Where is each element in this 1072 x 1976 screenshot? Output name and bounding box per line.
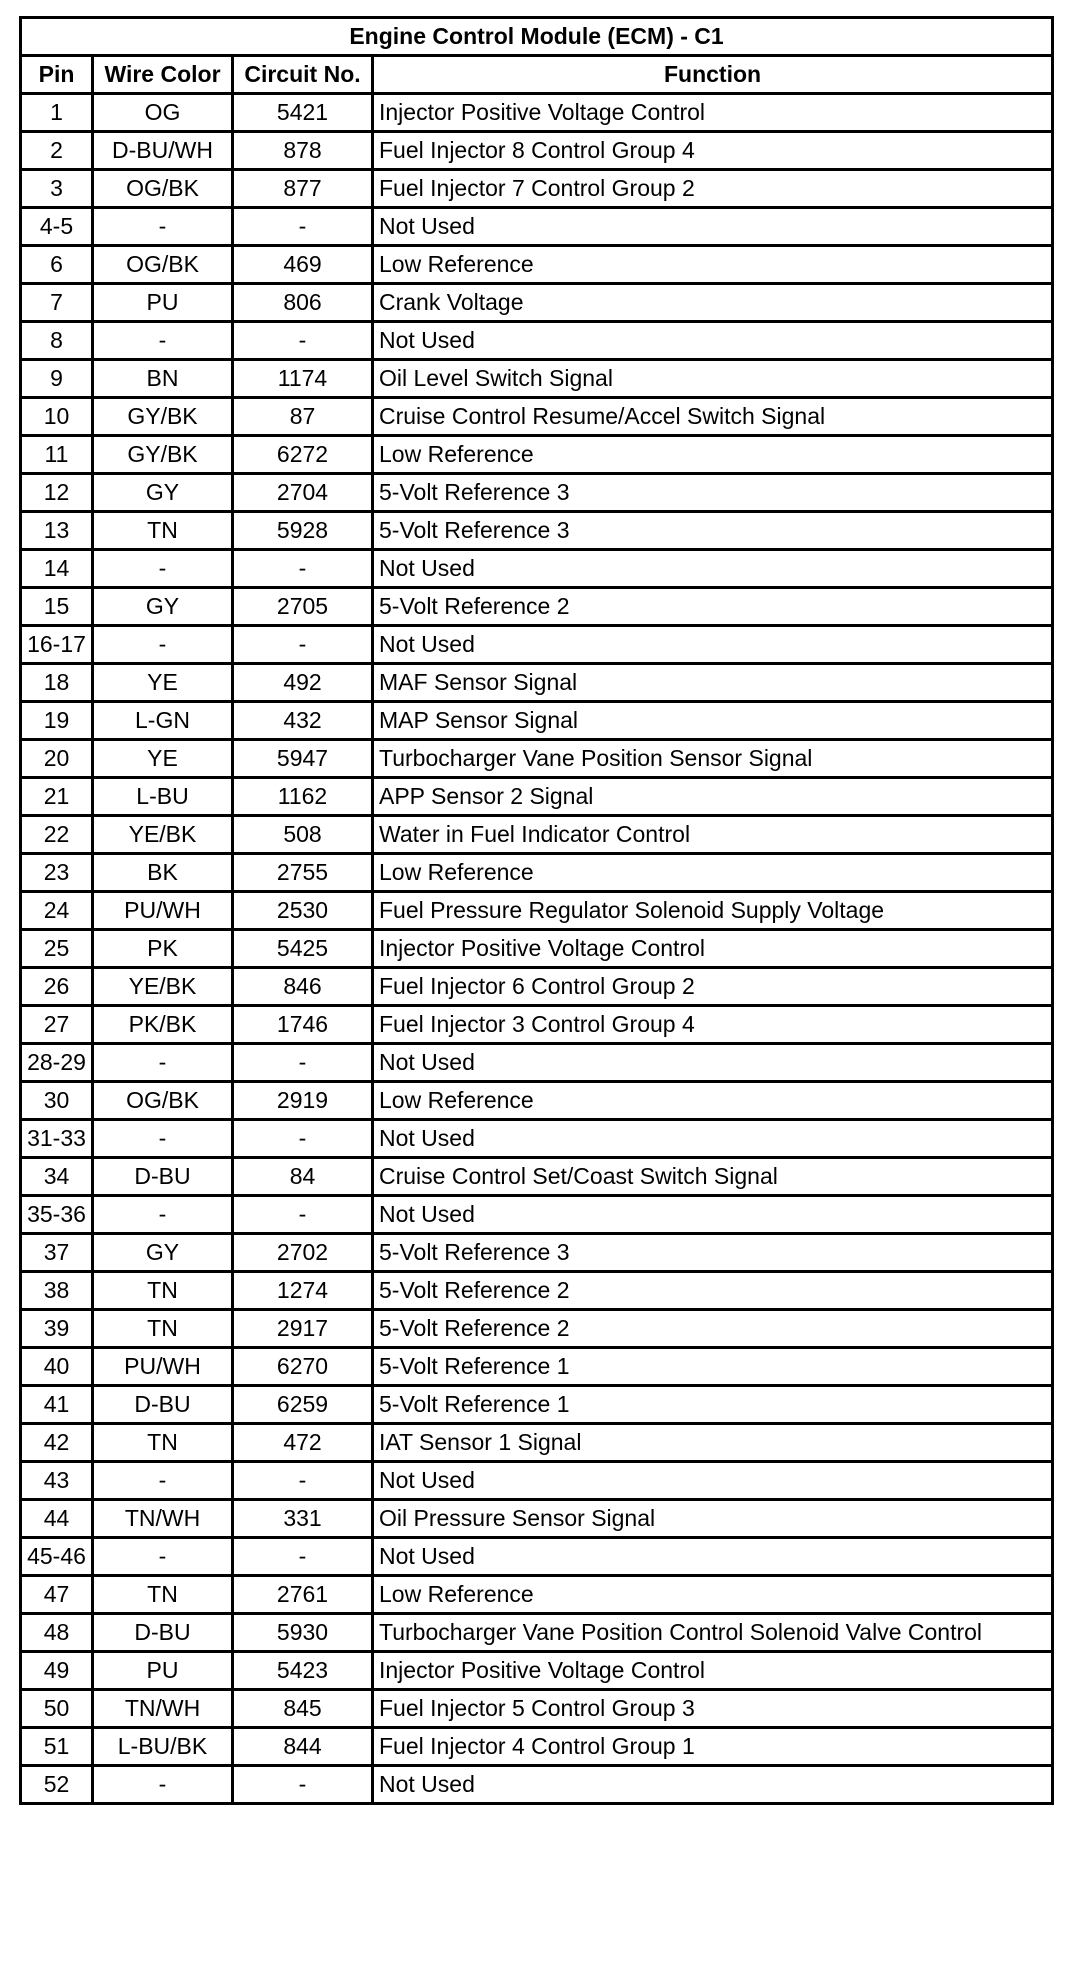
circuit-no-cell: 844 (233, 1728, 373, 1766)
function-cell: Low Reference (373, 436, 1053, 474)
pin-cell: 6 (21, 246, 93, 284)
pin-cell: 8 (21, 322, 93, 360)
function-cell: Cruise Control Resume/Accel Switch Signal (373, 398, 1053, 436)
table-row (21, 626, 1053, 664)
wire-color-cell: - (93, 550, 233, 588)
circuit-no-cell: 6259 (233, 1386, 373, 1424)
wire-color-cell: D-BU (93, 1614, 233, 1652)
function-cell: Not Used (373, 208, 1053, 246)
function-cell: Not Used (373, 626, 1053, 664)
pin-cell: 11 (21, 436, 93, 474)
pin-cell: 51 (21, 1728, 93, 1766)
wire-color-cell: D-BU (93, 1386, 233, 1424)
function-cell: Not Used (373, 1120, 1053, 1158)
table-row (21, 588, 1053, 626)
function-cell: 5-Volt Reference 3 (373, 474, 1053, 512)
table-row (21, 132, 1053, 170)
table-row (21, 1576, 1053, 1614)
ecm-c1-pinout-table (19, 16, 1054, 1805)
pin-cell: 2 (21, 132, 93, 170)
circuit-no-cell: 5930 (233, 1614, 373, 1652)
function-cell: Injector Positive Voltage Control (373, 930, 1053, 968)
wire-color-cell: - (93, 1766, 233, 1804)
circuit-no-cell: 2919 (233, 1082, 373, 1120)
wire-color-cell: OG/BK (93, 170, 233, 208)
table-row (21, 208, 1053, 246)
function-cell: Fuel Injector 6 Control Group 2 (373, 968, 1053, 1006)
table-row (21, 1614, 1053, 1652)
table-row (21, 778, 1053, 816)
pin-cell: 42 (21, 1424, 93, 1462)
table-row (21, 1082, 1053, 1120)
wire-color-cell: L-BU/BK (93, 1728, 233, 1766)
table-row (21, 1234, 1053, 1272)
wire-color-cell: TN (93, 512, 233, 550)
wire-color-cell: - (93, 1538, 233, 1576)
pin-cell: 13 (21, 512, 93, 550)
pin-cell: 47 (21, 1576, 93, 1614)
circuit-no-cell: 2704 (233, 474, 373, 512)
wire-color-cell: L-BU (93, 778, 233, 816)
pin-cell: 10 (21, 398, 93, 436)
wire-color-cell: PU/WH (93, 892, 233, 930)
function-cell: 5-Volt Reference 3 (373, 1234, 1053, 1272)
wire-color-cell: - (93, 322, 233, 360)
wire-color-cell: YE (93, 664, 233, 702)
header-function: Function (373, 56, 1053, 94)
pin-cell: 18 (21, 664, 93, 702)
wire-color-cell: BN (93, 360, 233, 398)
table-header-row (21, 56, 1053, 94)
pin-cell: 39 (21, 1310, 93, 1348)
pin-cell: 49 (21, 1652, 93, 1690)
table-row (21, 550, 1053, 588)
table-body (21, 94, 1053, 1804)
pin-cell: 48 (21, 1614, 93, 1652)
function-cell: Fuel Pressure Regulator Solenoid Supply Voltage (373, 892, 1053, 930)
function-cell: Oil Pressure Sensor Signal (373, 1500, 1053, 1538)
pin-cell: 28-29 (21, 1044, 93, 1082)
table-row (21, 664, 1053, 702)
table-row (21, 322, 1053, 360)
circuit-no-cell: 877 (233, 170, 373, 208)
function-cell: APP Sensor 2 Signal (373, 778, 1053, 816)
table-row (21, 1310, 1053, 1348)
circuit-no-cell: 2530 (233, 892, 373, 930)
circuit-no-cell: 845 (233, 1690, 373, 1728)
wire-color-cell: OG/BK (93, 1082, 233, 1120)
circuit-no-cell: 2761 (233, 1576, 373, 1614)
wire-color-cell: TN (93, 1310, 233, 1348)
circuit-no-cell: 2755 (233, 854, 373, 892)
table-row (21, 94, 1053, 132)
function-cell: 5-Volt Reference 1 (373, 1348, 1053, 1386)
function-cell: 5-Volt Reference 2 (373, 1310, 1053, 1348)
pin-cell: 3 (21, 170, 93, 208)
pin-cell: 22 (21, 816, 93, 854)
table-row (21, 930, 1053, 968)
circuit-no-cell: 1162 (233, 778, 373, 816)
pin-cell: 30 (21, 1082, 93, 1120)
function-cell: Fuel Injector 5 Control Group 3 (373, 1690, 1053, 1728)
function-cell: Fuel Injector 4 Control Group 1 (373, 1728, 1053, 1766)
wire-color-cell: TN (93, 1424, 233, 1462)
function-cell: Low Reference (373, 246, 1053, 284)
circuit-no-cell: 2705 (233, 588, 373, 626)
function-cell: Not Used (373, 1196, 1053, 1234)
circuit-no-cell: 2917 (233, 1310, 373, 1348)
wire-color-cell: GY/BK (93, 398, 233, 436)
wire-color-cell: YE/BK (93, 968, 233, 1006)
pin-cell: 24 (21, 892, 93, 930)
circuit-no-cell: 508 (233, 816, 373, 854)
header-pin: Pin (21, 56, 93, 94)
function-cell: Not Used (373, 1538, 1053, 1576)
wire-color-cell: YE (93, 740, 233, 778)
circuit-no-cell: 846 (233, 968, 373, 1006)
table-row (21, 968, 1053, 1006)
function-cell: 5-Volt Reference 2 (373, 588, 1053, 626)
pin-cell: 9 (21, 360, 93, 398)
circuit-no-cell: - (233, 1044, 373, 1082)
table-row (21, 816, 1053, 854)
connector-table-container (19, 16, 1051, 1805)
pin-cell: 25 (21, 930, 93, 968)
wire-color-cell: TN (93, 1272, 233, 1310)
circuit-no-cell: - (233, 626, 373, 664)
pin-cell: 7 (21, 284, 93, 322)
circuit-no-cell: 1174 (233, 360, 373, 398)
table-row (21, 1728, 1053, 1766)
function-cell: Oil Level Switch Signal (373, 360, 1053, 398)
function-cell: Turbocharger Vane Position Control Solenoid Valve Control (373, 1614, 1053, 1652)
table-row (21, 1766, 1053, 1804)
function-cell: 5-Volt Reference 1 (373, 1386, 1053, 1424)
function-cell: Low Reference (373, 1576, 1053, 1614)
pin-cell: 12 (21, 474, 93, 512)
wire-color-cell: PU (93, 284, 233, 322)
function-cell: Fuel Injector 7 Control Group 2 (373, 170, 1053, 208)
circuit-no-cell: 472 (233, 1424, 373, 1462)
circuit-no-cell: 5421 (233, 94, 373, 132)
pin-cell: 14 (21, 550, 93, 588)
function-cell: IAT Sensor 1 Signal (373, 1424, 1053, 1462)
circuit-no-cell: 878 (233, 132, 373, 170)
table-row (21, 702, 1053, 740)
wire-color-cell: TN (93, 1576, 233, 1614)
table-row (21, 1158, 1053, 1196)
function-cell: Turbocharger Vane Position Sensor Signal (373, 740, 1053, 778)
function-cell: Not Used (373, 1766, 1053, 1804)
function-cell: MAP Sensor Signal (373, 702, 1053, 740)
pin-cell: 19 (21, 702, 93, 740)
pin-cell: 4-5 (21, 208, 93, 246)
wire-color-cell: GY (93, 474, 233, 512)
function-cell: Fuel Injector 3 Control Group 4 (373, 1006, 1053, 1044)
pin-cell: 21 (21, 778, 93, 816)
circuit-no-cell: - (233, 1766, 373, 1804)
table-row (21, 854, 1053, 892)
pin-cell: 45-46 (21, 1538, 93, 1576)
function-cell: Injector Positive Voltage Control (373, 1652, 1053, 1690)
circuit-no-cell: - (233, 1120, 373, 1158)
wire-color-cell: TN/WH (93, 1690, 233, 1728)
wire-color-cell: - (93, 1196, 233, 1234)
circuit-no-cell: 432 (233, 702, 373, 740)
table-row (21, 360, 1053, 398)
wire-color-cell: L-GN (93, 702, 233, 740)
circuit-no-cell: - (233, 1538, 373, 1576)
pin-cell: 34 (21, 1158, 93, 1196)
function-cell: Not Used (373, 1462, 1053, 1500)
table-row (21, 1386, 1053, 1424)
pin-cell: 20 (21, 740, 93, 778)
table-row (21, 284, 1053, 322)
circuit-no-cell: - (233, 208, 373, 246)
table-row (21, 474, 1053, 512)
table-row (21, 398, 1053, 436)
table-row (21, 892, 1053, 930)
pin-cell: 50 (21, 1690, 93, 1728)
pin-cell: 44 (21, 1500, 93, 1538)
table-row (21, 512, 1053, 550)
function-cell: Injector Positive Voltage Control (373, 94, 1053, 132)
table-row (21, 436, 1053, 474)
table-row (21, 1424, 1053, 1462)
table-row (21, 1044, 1053, 1082)
circuit-no-cell: 469 (233, 246, 373, 284)
wire-color-cell: - (93, 626, 233, 664)
wire-color-cell: PU/WH (93, 1348, 233, 1386)
pin-cell: 1 (21, 94, 93, 132)
wire-color-cell: - (93, 1044, 233, 1082)
function-cell: 5-Volt Reference 2 (373, 1272, 1053, 1310)
pin-cell: 23 (21, 854, 93, 892)
table-row (21, 1272, 1053, 1310)
wire-color-cell: PK/BK (93, 1006, 233, 1044)
wire-color-cell: - (93, 208, 233, 246)
wire-color-cell: GY/BK (93, 436, 233, 474)
circuit-no-cell: - (233, 322, 373, 360)
pin-cell: 38 (21, 1272, 93, 1310)
function-cell: Not Used (373, 550, 1053, 588)
circuit-no-cell: 87 (233, 398, 373, 436)
circuit-no-cell: 1274 (233, 1272, 373, 1310)
table-row (21, 246, 1053, 284)
wire-color-cell: OG (93, 94, 233, 132)
pin-cell: 15 (21, 588, 93, 626)
pin-cell: 35-36 (21, 1196, 93, 1234)
pin-cell: 41 (21, 1386, 93, 1424)
circuit-no-cell: 1746 (233, 1006, 373, 1044)
function-cell: MAF Sensor Signal (373, 664, 1053, 702)
wire-color-cell: BK (93, 854, 233, 892)
wire-color-cell: - (93, 1462, 233, 1500)
function-cell: Not Used (373, 1044, 1053, 1082)
table-row (21, 1120, 1053, 1158)
function-cell: Fuel Injector 8 Control Group 4 (373, 132, 1053, 170)
pin-cell: 27 (21, 1006, 93, 1044)
circuit-no-cell: 6272 (233, 436, 373, 474)
wire-color-cell: GY (93, 588, 233, 626)
circuit-no-cell: 331 (233, 1500, 373, 1538)
pin-cell: 43 (21, 1462, 93, 1500)
circuit-no-cell: 2702 (233, 1234, 373, 1272)
table-row (21, 170, 1053, 208)
table-title: Engine Control Module (ECM) - C1 (21, 18, 1053, 56)
wire-color-cell: GY (93, 1234, 233, 1272)
pin-cell: 26 (21, 968, 93, 1006)
circuit-no-cell: 5928 (233, 512, 373, 550)
circuit-no-cell: - (233, 550, 373, 588)
pin-cell: 31-33 (21, 1120, 93, 1158)
function-cell: Low Reference (373, 1082, 1053, 1120)
pin-cell: 16-17 (21, 626, 93, 664)
function-cell: Low Reference (373, 854, 1053, 892)
wire-color-cell: TN/WH (93, 1500, 233, 1538)
table-row (21, 740, 1053, 778)
table-row (21, 1690, 1053, 1728)
function-cell: Not Used (373, 322, 1053, 360)
wire-color-cell: OG/BK (93, 246, 233, 284)
function-cell: Water in Fuel Indicator Control (373, 816, 1053, 854)
wire-color-cell: D-BU/WH (93, 132, 233, 170)
header-circuit-no: Circuit No. (233, 56, 373, 94)
function-cell: Cruise Control Set/Coast Switch Signal (373, 1158, 1053, 1196)
circuit-no-cell: 492 (233, 664, 373, 702)
circuit-no-cell: 5423 (233, 1652, 373, 1690)
circuit-no-cell: 84 (233, 1158, 373, 1196)
circuit-no-cell: - (233, 1462, 373, 1500)
pin-cell: 37 (21, 1234, 93, 1272)
wire-color-cell: PU (93, 1652, 233, 1690)
table-row (21, 1538, 1053, 1576)
table-row (21, 1500, 1053, 1538)
table-row (21, 1652, 1053, 1690)
wire-color-cell: YE/BK (93, 816, 233, 854)
pin-cell: 52 (21, 1766, 93, 1804)
wire-color-cell: - (93, 1120, 233, 1158)
table-row (21, 1348, 1053, 1386)
table-title-row (21, 18, 1053, 56)
circuit-no-cell: 5425 (233, 930, 373, 968)
table-row (21, 1196, 1053, 1234)
wire-color-cell: PK (93, 930, 233, 968)
table-row (21, 1006, 1053, 1044)
circuit-no-cell: 6270 (233, 1348, 373, 1386)
function-cell: Crank Voltage (373, 284, 1053, 322)
table-row (21, 1462, 1053, 1500)
circuit-no-cell: - (233, 1196, 373, 1234)
circuit-no-cell: 806 (233, 284, 373, 322)
circuit-no-cell: 5947 (233, 740, 373, 778)
function-cell: 5-Volt Reference 3 (373, 512, 1053, 550)
wire-color-cell: D-BU (93, 1158, 233, 1196)
pin-cell: 40 (21, 1348, 93, 1386)
header-wire-color: Wire Color (93, 56, 233, 94)
